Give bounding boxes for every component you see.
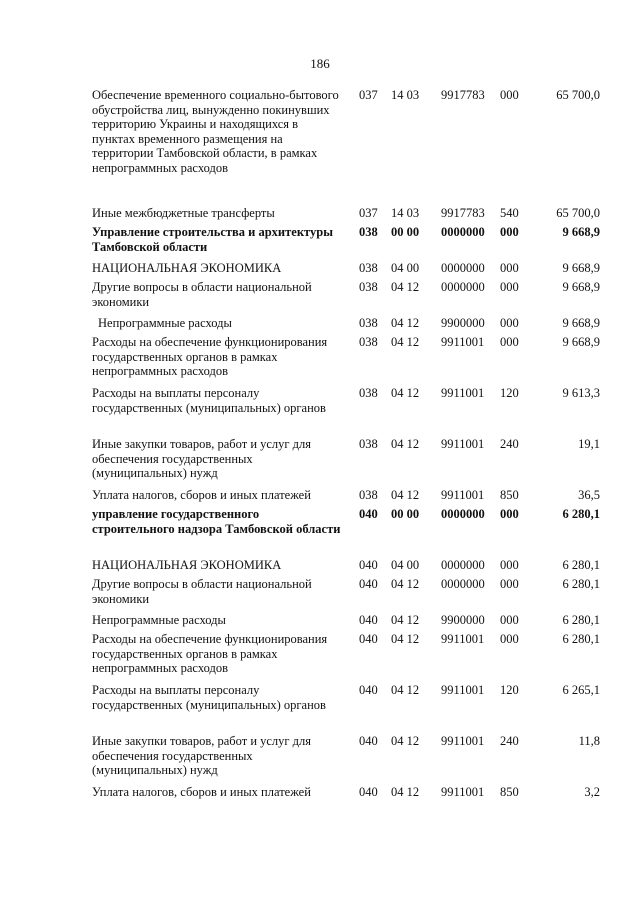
row-name: Обеспечение временного социально-бытового обустройства лиц, вынужденно покинувших территорию Украины и находящихся в пунктах временного размещения на территории Тамбовской области, в рамках непрограммных расходов <box>92 88 339 175</box>
row-name: НАЦИОНАЛЬНАЯ ЭКОНОМИКА <box>92 261 282 275</box>
row-rz-pr: 04 00 <box>391 261 420 275</box>
table-row <box>92 488 600 507</box>
row-vr: 240 <box>500 734 519 748</box>
row-sum: 9 668,9 <box>562 316 600 330</box>
row-ved: 040 <box>359 785 378 799</box>
row-cs: 0000000 <box>441 507 485 521</box>
row-rz-pr: 14 03 <box>391 88 420 102</box>
row-cs: 9911001 <box>441 335 485 349</box>
table-row <box>92 785 600 804</box>
row-rz-pr: 04 12 <box>391 488 420 502</box>
table-row <box>92 225 600 261</box>
row-name: Иные закупки товаров, работ и услуг для обеспечения государственных (муниципальных) нужд <box>92 734 312 777</box>
row-sum: 6 265,1 <box>562 683 600 697</box>
row-name: Уплата налогов, сборов и иных платежей <box>92 785 311 799</box>
row-ved: 038 <box>359 437 378 451</box>
row-name: Иные закупки товаров, работ и услуг для обеспечения государственных (муниципальных) нужд <box>92 437 312 480</box>
row-vr: 120 <box>500 683 519 697</box>
table-row <box>92 632 600 683</box>
table-row <box>92 437 600 488</box>
row-name: Управление строительства и архитектуры Тамбовской области <box>92 225 333 254</box>
row-cs: 0000000 <box>441 577 485 591</box>
row-rz-pr: 04 12 <box>391 785 420 799</box>
table-row <box>92 88 600 206</box>
table-row <box>92 206 600 225</box>
row-rz-pr: 04 12 <box>391 335 420 349</box>
table-row <box>92 734 600 785</box>
row-vr: 000 <box>500 261 519 275</box>
row-name: Другие вопросы в области национальной экономики <box>92 577 312 606</box>
row-sum: 65 700,0 <box>556 206 600 220</box>
row-vr: 120 <box>500 386 519 400</box>
row-rz-pr: 04 12 <box>391 632 420 646</box>
row-vr: 540 <box>500 206 519 220</box>
row-rz-pr: 04 12 <box>391 734 420 748</box>
row-ved: 040 <box>359 734 378 748</box>
row-vr: 000 <box>500 316 519 330</box>
row-name: Расходы на выплаты персоналу государственных (муниципальных) органов <box>92 683 326 712</box>
row-sum: 9 668,9 <box>562 335 600 349</box>
row-vr: 000 <box>500 613 519 627</box>
table-row <box>92 335 600 386</box>
row-cs: 9911001 <box>441 386 485 400</box>
row-sum: 11,8 <box>578 734 600 748</box>
row-vr: 000 <box>500 88 519 102</box>
row-vr: 000 <box>500 335 519 349</box>
row-cs: 9911001 <box>441 488 485 502</box>
row-sum: 3,2 <box>584 785 600 799</box>
row-vr: 000 <box>500 507 519 521</box>
row-cs: 9900000 <box>441 316 485 330</box>
row-cs: 9911001 <box>441 437 485 451</box>
table-row <box>92 316 600 335</box>
row-vr: 000 <box>500 577 519 591</box>
row-cs: 9917783 <box>441 206 485 220</box>
table-row <box>92 613 600 632</box>
table-row <box>92 558 600 577</box>
row-ved: 038 <box>359 225 378 239</box>
row-ved: 040 <box>359 507 378 521</box>
budget-table <box>92 88 600 804</box>
row-sum: 9 668,9 <box>562 280 600 294</box>
row-vr: 850 <box>500 488 519 502</box>
row-cs: 0000000 <box>441 225 485 239</box>
row-ved: 038 <box>359 316 378 330</box>
row-ved: 037 <box>359 206 378 220</box>
row-ved: 040 <box>359 683 378 697</box>
row-ved: 040 <box>359 558 378 572</box>
row-sum: 9 613,3 <box>562 386 600 400</box>
row-ved: 038 <box>359 335 378 349</box>
row-cs: 9911001 <box>441 632 485 646</box>
row-ved: 038 <box>359 386 378 400</box>
row-rz-pr: 04 12 <box>391 386 420 400</box>
row-rz-pr: 04 12 <box>391 683 420 697</box>
row-sum: 65 700,0 <box>556 88 600 102</box>
row-ved: 038 <box>359 488 378 502</box>
row-rz-pr: 00 00 <box>391 507 420 521</box>
row-cs: 9911001 <box>441 683 485 697</box>
row-cs: 0000000 <box>441 558 485 572</box>
row-sum: 36,5 <box>578 488 600 502</box>
row-vr: 850 <box>500 785 519 799</box>
row-ved: 040 <box>359 577 378 591</box>
table-row <box>92 261 600 280</box>
row-name: НАЦИОНАЛЬНАЯ ЭКОНОМИКА <box>92 558 282 572</box>
row-vr: 000 <box>500 280 519 294</box>
page-number: 186 <box>310 56 330 71</box>
row-sum: 6 280,1 <box>562 507 600 521</box>
row-name: Уплата налогов, сборов и иных платежей <box>92 488 311 502</box>
row-sum: 6 280,1 <box>562 558 600 572</box>
row-sum: 9 668,9 <box>562 261 600 275</box>
row-name: Расходы на обеспечение функционирования государственных органов в рамках непрограммных расходов <box>92 335 328 378</box>
row-cs: 0000000 <box>441 280 485 294</box>
row-name: управление государственного строительного надзора Тамбовской области <box>92 507 341 536</box>
row-vr: 000 <box>500 225 519 239</box>
row-rz-pr: 04 12 <box>391 577 420 591</box>
row-rz-pr: 04 12 <box>391 613 420 627</box>
table-row <box>92 280 600 316</box>
table-row <box>92 577 600 613</box>
row-vr: 000 <box>500 632 519 646</box>
row-ved: 040 <box>359 632 378 646</box>
row-rz-pr: 04 12 <box>391 280 420 294</box>
row-cs: 9917783 <box>441 88 485 102</box>
row-name: Непрограммные расходы <box>92 613 226 627</box>
row-cs: 9911001 <box>441 734 485 748</box>
row-sum: 6 280,1 <box>562 577 600 591</box>
row-name: Иные межбюджетные трансферты <box>92 206 275 220</box>
row-vr: 240 <box>500 437 519 451</box>
row-cs: 0000000 <box>441 261 485 275</box>
row-name: Другие вопросы в области национальной экономики <box>92 280 312 309</box>
row-rz-pr: 04 12 <box>391 316 420 330</box>
row-ved: 038 <box>359 280 378 294</box>
row-sum: 19,1 <box>578 437 600 451</box>
row-ved: 037 <box>359 88 378 102</box>
row-rz-pr: 04 00 <box>391 558 420 572</box>
row-name: Непрограммные расходы <box>98 316 232 330</box>
row-name: Расходы на выплаты персоналу государственных (муниципальных) органов <box>92 386 326 415</box>
row-cs: 9911001 <box>441 785 485 799</box>
row-name: Расходы на обеспечение функционирования государственных органов в рамках непрограммных расходов <box>92 632 328 675</box>
table-row <box>92 386 600 437</box>
row-sum: 9 668,9 <box>562 225 600 239</box>
row-ved: 038 <box>359 261 378 275</box>
row-rz-pr: 14 03 <box>391 206 420 220</box>
row-sum: 6 280,1 <box>562 632 600 646</box>
row-ved: 040 <box>359 613 378 627</box>
row-sum: 6 280,1 <box>562 613 600 627</box>
row-cs: 9900000 <box>441 613 485 627</box>
row-vr: 000 <box>500 558 519 572</box>
table-row <box>92 507 600 558</box>
row-rz-pr: 00 00 <box>391 225 420 239</box>
table-row <box>92 683 600 734</box>
row-rz-pr: 04 12 <box>391 437 420 451</box>
